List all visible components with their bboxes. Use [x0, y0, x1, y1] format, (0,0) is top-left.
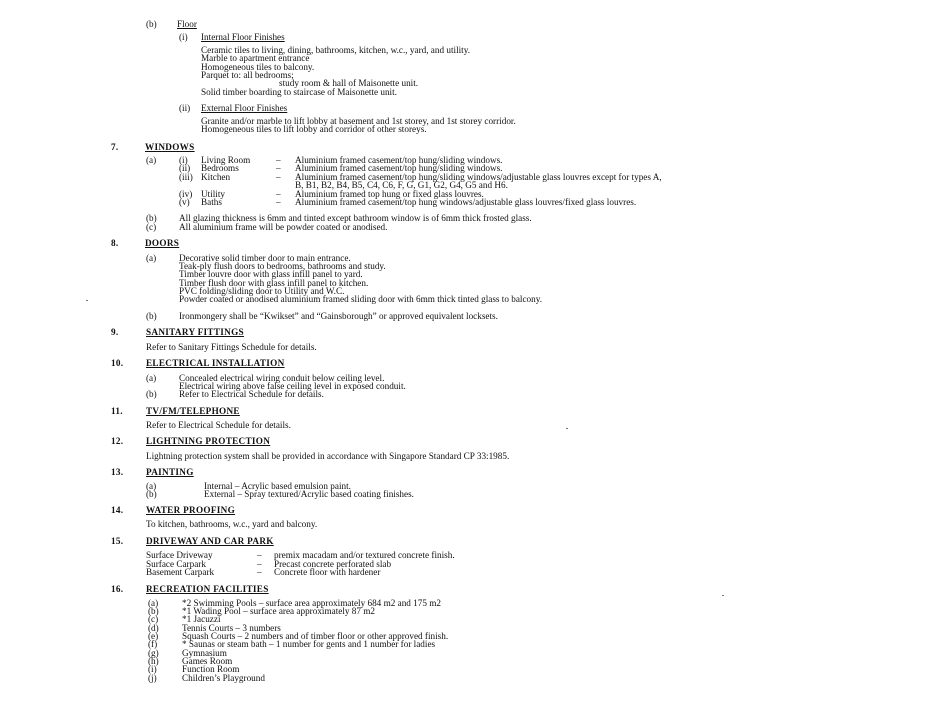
scan-speck — [722, 595, 724, 596]
window-room: Bedrooms — [201, 163, 239, 173]
doors-number: 8. — [111, 238, 119, 248]
doors-line: Timber flush door with glass infill panel to kitchen. — [179, 278, 369, 288]
sanitary-text: Refer to Sanitary Fittings Schedule for details. — [146, 342, 317, 352]
electrical-a-label: (a) — [146, 373, 157, 383]
window-dash: – — [276, 163, 281, 173]
electrical-b-label: (b) — [146, 389, 157, 399]
floor-title: Floor — [177, 19, 197, 29]
recreation-text: Function Room — [182, 664, 240, 674]
recreation-text: *1 Wading Pool – surface area approximately 87 m2 — [182, 606, 375, 616]
internal-line: Marble to apartment entrance — [201, 53, 310, 63]
tv-number: 11. — [111, 406, 123, 416]
window-dash: – — [276, 172, 281, 182]
doors-heading: DOORS — [145, 238, 180, 248]
window-text: Aluminium framed casement/top hung/sliding windows. — [295, 155, 503, 165]
doors-b-text: Ironmongery shall be “Kwikset” and “Gainsborough” or approved equivalent locksets. — [179, 311, 498, 321]
window-room: Baths — [201, 197, 222, 207]
windows-a-label: (a) — [146, 155, 157, 165]
window-roman: (iv) — [179, 189, 193, 199]
recreation-text: *1 Jacuzzi — [182, 614, 221, 624]
recreation-label: (b) — [148, 606, 159, 616]
water-text: To kitchen, bathrooms, w.c., yard and balcony. — [146, 519, 318, 529]
doors-line: PVC folding/sliding door to Utility and W.C. — [179, 286, 345, 296]
sanitary-number: 9. — [111, 327, 119, 337]
doors-line: Teak-ply flush doors to bedrooms, bathrooms and study. — [179, 261, 386, 271]
painting-number: 13. — [111, 467, 124, 477]
recreation-label: (d) — [148, 623, 159, 633]
window-text: Aluminium framed casement/top hung windows/adjustable glass louvres/fixed glass louvres. — [295, 197, 637, 207]
recreation-label: (j) — [148, 673, 157, 683]
internal-line: Parquet to: all bedrooms; — [201, 70, 294, 80]
external-title: External Floor Finishes — [201, 103, 288, 113]
electrical-line: Electrical wiring above false ceiling level in exposed conduit. — [179, 381, 406, 391]
driveway-dash: – — [257, 567, 262, 577]
doors-a-label: (a) — [146, 253, 157, 263]
windows-b-label: (b) — [146, 213, 157, 223]
internal-line: Solid timber boarding to staircase of Maisonette unit. — [201, 87, 397, 97]
driveway-dash: – — [257, 559, 262, 569]
window-roman: (ii) — [179, 163, 191, 173]
driveway-text: Concrete floor with hardener — [274, 567, 381, 577]
tv-heading: TV/FM/TELEPHONE — [146, 406, 240, 416]
driveway-heading: DRIVEWAY AND CAR PARK — [146, 536, 274, 546]
external-line: Homogeneous tiles to lift lobby and corridor of other storeys. — [201, 124, 427, 134]
recreation-text: Tennis Courts – 3 numbers — [182, 623, 281, 633]
doors-b-label: (b) — [146, 311, 157, 321]
windows-c-label: (c) — [146, 222, 157, 232]
electrical-number: 10. — [111, 358, 124, 368]
external-label: (ii) — [179, 103, 191, 113]
scan-speck — [86, 300, 88, 301]
recreation-label: (e) — [148, 631, 159, 641]
doors-line: Timber louvre door with glass infill panel to yard. — [179, 269, 363, 279]
window-room: Utility — [201, 189, 225, 199]
window-dash: – — [276, 197, 281, 207]
recreation-label: (g) — [148, 648, 159, 658]
lightning-heading: LIGHTNING PROTECTION — [146, 436, 271, 446]
recreation-text: * Saunas or steam bath – 1 number for gents and 1 number for ladies — [182, 639, 436, 649]
recreation-text: Games Room — [182, 656, 233, 666]
recreation-text: Squash Courts – 2 numbers and of timber floor or other approved finish. — [182, 631, 449, 641]
internal-line: Homogeneous tiles to balcony. — [201, 62, 315, 72]
driveway-text: Precast concrete perforated slab — [274, 559, 392, 569]
driveway-name: Surface Driveway — [146, 550, 213, 560]
windows-heading: WINDOWS — [145, 142, 195, 152]
windows-c-text: All aluminium frame will be powder coated or anodised. — [179, 222, 388, 232]
window-roman: (v) — [179, 197, 190, 207]
sanitary-heading: SANITARY FITTINGS — [146, 327, 244, 337]
internal-title: Internal Floor Finishes — [201, 32, 285, 42]
scan-speck — [566, 428, 568, 429]
electrical-heading: ELECTRICAL INSTALLATION — [146, 358, 285, 368]
water-number: 14. — [111, 505, 124, 515]
painting-text: External – Spray textured/Acrylic based coating finishes. — [204, 489, 414, 499]
floor-label: (b) — [146, 19, 157, 29]
tv-text: Refer to Electrical Schedule for details. — [146, 420, 291, 430]
driveway-dash: – — [257, 550, 262, 560]
painting-label: (b) — [146, 489, 157, 499]
recreation-label: (i) — [148, 664, 157, 674]
recreation-label: (c) — [148, 614, 159, 624]
internal-line: Ceramic tiles to living, dining, bathrooms, kitchen, w.c., yard, and utility. — [201, 45, 471, 55]
window-roman: (iii) — [179, 172, 193, 182]
painting-text: Internal – Acrylic based emulsion paint. — [204, 481, 351, 491]
doors-line: Decorative solid timber door to main entrance. — [179, 253, 351, 263]
window-text: B, B1, B2, B4, B5, C4, C6, F, G, G1, G2, G4, G5 and H6. — [295, 180, 508, 190]
electrical-line: Concealed electrical wiring conduit below ceiling level. — [179, 373, 385, 383]
external-line: Granite and/or marble to lift lobby at basement and 1st storey, and 1st storey corridor. — [201, 116, 516, 126]
painting-label: (a) — [146, 481, 157, 491]
driveway-name: Basement Carpark — [146, 567, 215, 577]
recreation-text: Children’s Playground — [182, 673, 265, 683]
window-dash: – — [276, 155, 281, 165]
recreation-number: 16. — [111, 584, 124, 594]
windows-number: 7. — [111, 142, 119, 152]
driveway-name: Surface Carpark — [146, 559, 206, 569]
recreation-text: *2 Swimming Pools – surface area approximately 684 m2 and 175 m2 — [182, 598, 441, 608]
recreation-text: Gymnasium — [182, 648, 227, 658]
windows-b-text: All glazing thickness is 6mm and tinted except bathroom window is of 6mm thick frosted glass. — [179, 213, 532, 223]
recreation-label: (h) — [148, 656, 159, 666]
recreation-heading: RECREATION FACILITIES — [146, 584, 269, 594]
lightning-number: 12. — [111, 436, 124, 446]
painting-heading: PAINTING — [146, 467, 194, 477]
electrical-b-text: Refer to Electrical Schedule for details. — [179, 389, 324, 399]
window-dash: – — [276, 189, 281, 199]
internal-line: study room & hall of Maisonette unit. — [279, 78, 419, 88]
recreation-label: (f) — [148, 639, 158, 649]
doors-line: Powder coated or anodised aluminium framed sliding door with 6mm thick tinted glass to balcony. — [179, 294, 543, 304]
driveway-text: premix macadam and/or textured concrete finish. — [274, 550, 455, 560]
water-heading: WATER PROOFING — [146, 505, 236, 515]
window-text: Aluminium framed top hung or fixed glass louvres. — [295, 189, 484, 199]
window-roman: (i) — [179, 155, 188, 165]
lightning-text: Lightning protection system shall be provided in accordance with Singapore Standard CP 33:1985. — [146, 451, 510, 461]
window-room: Living Room — [201, 155, 251, 165]
internal-label: (i) — [179, 32, 188, 42]
window-text: Aluminium framed casement/top hung/sliding windows. — [295, 163, 503, 173]
window-text: Aluminium framed casement/top hung/sliding windows/adjustable glass louvres except for types A, — [295, 172, 662, 182]
recreation-label: (a) — [148, 598, 159, 608]
driveway-number: 15. — [111, 536, 124, 546]
window-room: Kitchen — [201, 172, 231, 182]
